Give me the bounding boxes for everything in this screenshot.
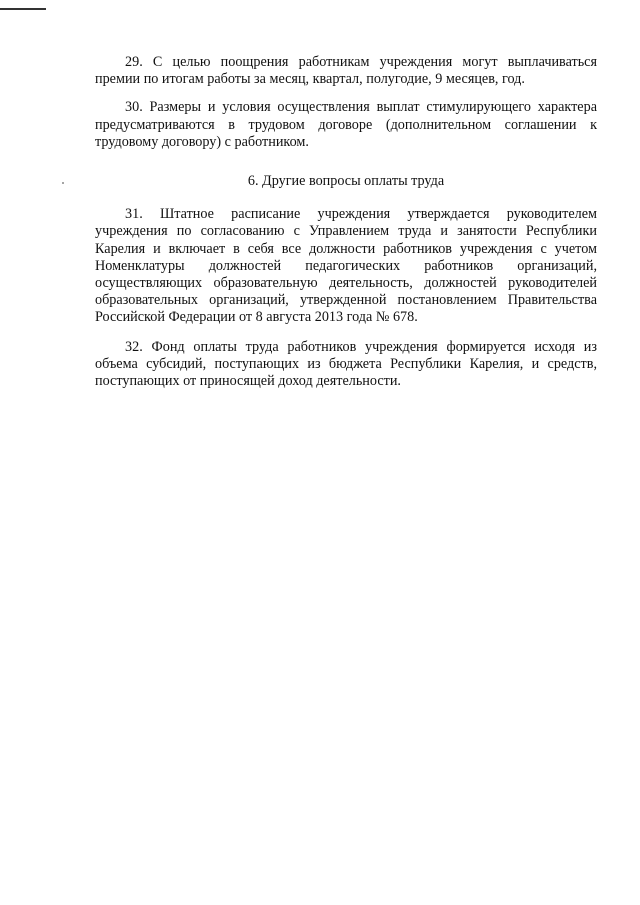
- top-edge-rule: [0, 8, 46, 10]
- paragraph-30: 30. Размеры и условия осуществления выплат стимулирующего характера предусматриваются в трудовом договоре (дополнительном соглашении к трудовому договору) с работником.: [95, 99, 597, 150]
- paragraph-32: 32. Фонд оплаты труда работников учреждения формируется исходя из объема субсидий, поступающих из бюджета Республики Карелия, и средств, поступающих от приносящей доход деятельности.: [95, 338, 597, 390]
- paragraph-31: 31. Штатное расписание учреждения утверждается руководителем учреждения по согласованию с Управлением труда и занятости Республики Карелия и включает в себя все должности работников учреждения с учетом Номенклатуры должностей педагогических работников организаций, осуществляющих образовательную деятельность, должностей руководителей образовательных организаций, утвержденной постановлением Правительства Российской Федерации от 8 августа 2013 года № 678.: [95, 206, 597, 326]
- scan-speck: [62, 182, 64, 184]
- document-body: [95, 54, 597, 390]
- section-heading: 6. Другие вопросы оплаты труда: [247, 173, 445, 190]
- paragraph-29: 29. С целью поощрения работникам учреждения могут выплачиваться премии по итогам работы за месяц, квартал, полугодие, 9 месяцев, год.: [95, 54, 597, 88]
